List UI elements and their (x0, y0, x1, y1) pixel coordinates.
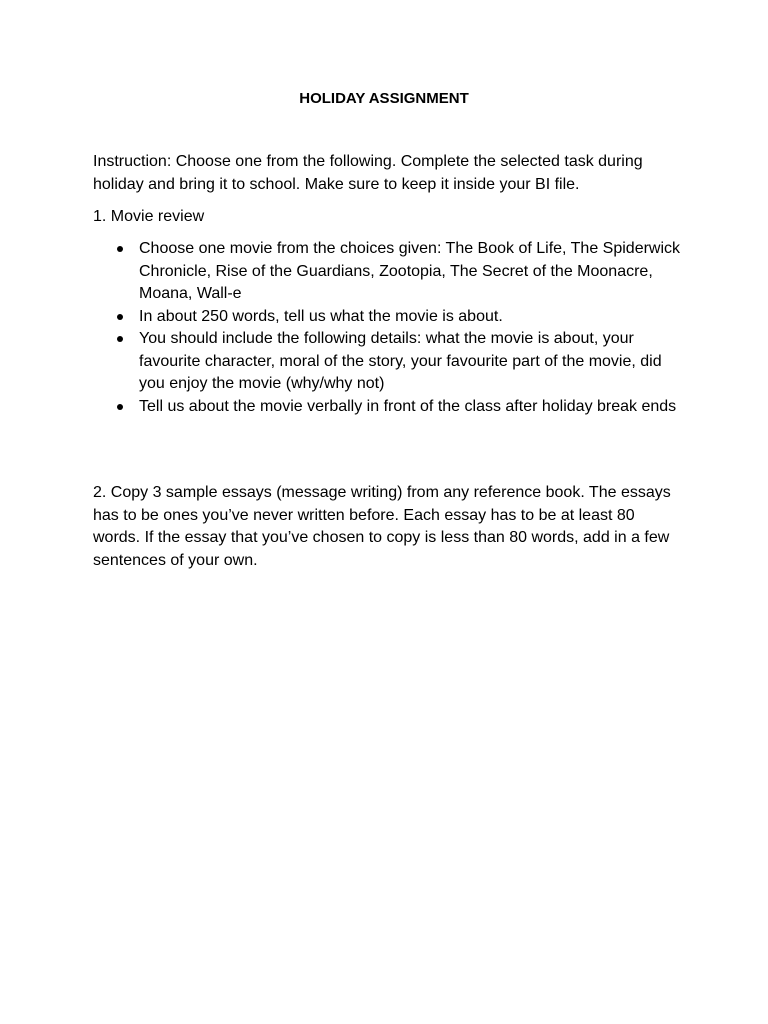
section-2-paragraph: 2. Copy 3 sample essays (message writing) from any reference book. The essays has to be ones you’ve never written before. Each essay has to be at least 80 words. If the essay that you’ve chosen to copy is less than 80 words, add in a few sentences of your own. (93, 484, 671, 569)
bullet-text: You should include the following details: what the movie is about, your favourite character, moral of the story, your favourite part of the movie, did you enjoy the movie (why/why not) (139, 330, 662, 392)
bullet-item (93, 306, 683, 329)
section-1-heading: 1. Movie review (93, 208, 205, 225)
bullet-text: Tell us about the movie verbally in front of the class after holiday break ends (139, 397, 677, 415)
bullet-item (93, 328, 683, 396)
bullet-dot-icon (117, 404, 123, 410)
document-title: HOLIDAY ASSIGNMENT (299, 90, 469, 107)
bullet-dot-icon (117, 246, 123, 252)
bullet-dot-icon (117, 314, 123, 320)
bullet-item (93, 396, 683, 419)
bullet-text: Choose one movie from the choices given: The Book of Life, The Spiderwick Chronicle, Rise of the Guardians, Zootopia, The Secret of the Moonacre, Moana, Wall-e (139, 240, 681, 302)
movie-review-bullet-list (93, 238, 683, 418)
bullet-item (93, 238, 683, 306)
instruction-paragraph: Instruction: Choose one from the following. Complete the selected task during holiday and bring it to school. Make sure to keep it inside your BI file. (93, 153, 643, 193)
bullet-text: In about 250 words, tell us what the movie is about. (139, 307, 503, 325)
bullet-dot-icon (117, 336, 123, 342)
